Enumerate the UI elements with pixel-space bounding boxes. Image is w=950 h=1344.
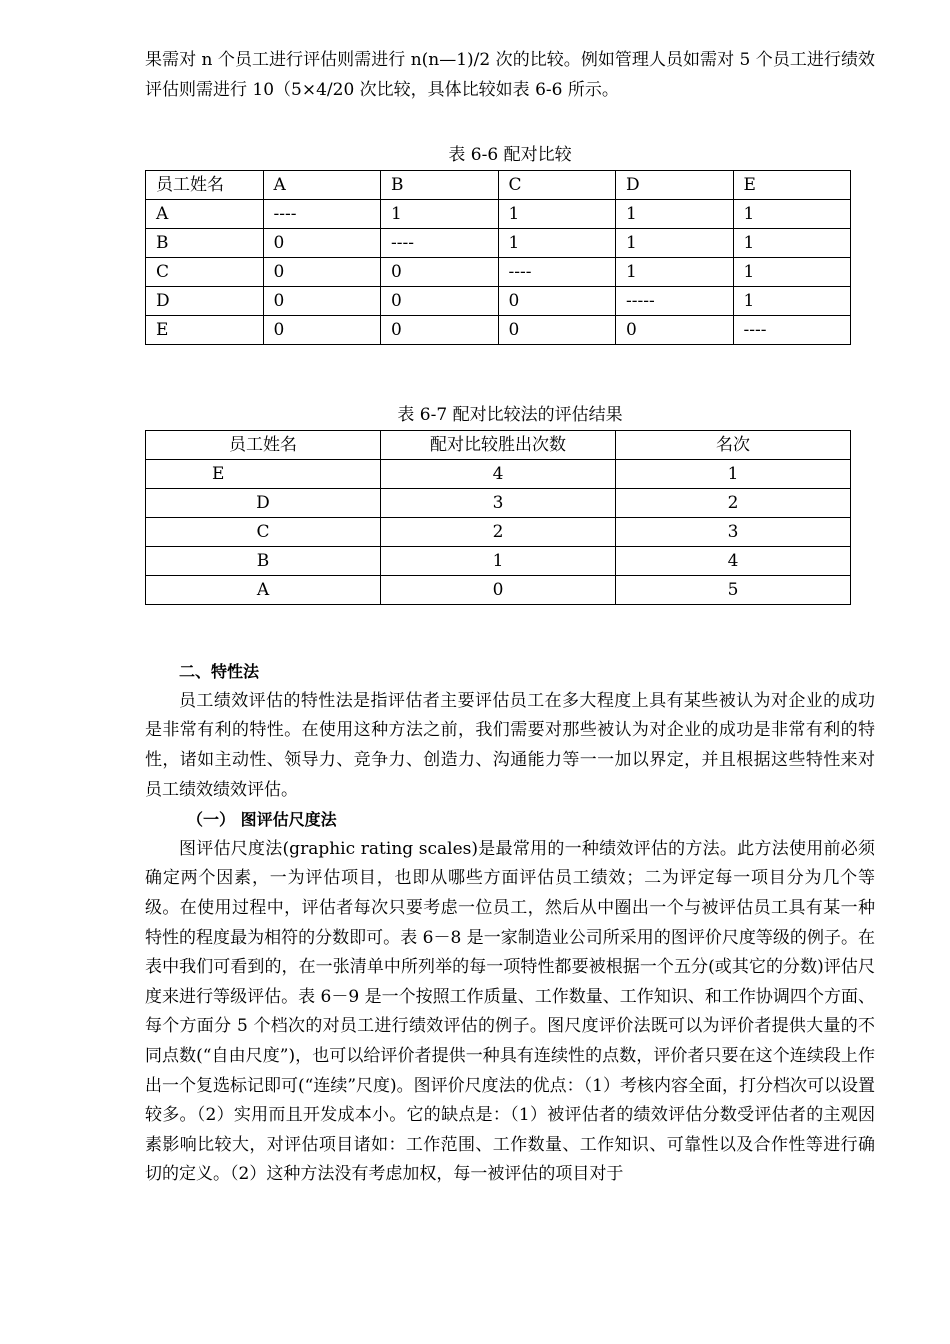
pairwise-comparison-table (145, 170, 851, 345)
section-heading: 二、特性法 (179, 662, 260, 682)
table-cell: B (146, 547, 381, 576)
table-cell: B (146, 229, 264, 258)
intro-paragraph: 果需对 n 个员工进行评估则需进行 n(n—1)/2 次的比较。例如管理人员如需对 5 个员工进行绩效评估则需进行 10（5×4/20 次比较，具体比较如表 6-6 所示。 (145, 50, 875, 100)
table-cell: A (146, 576, 381, 605)
table-row (146, 547, 851, 576)
table-cell: 1 (733, 287, 851, 316)
table-cell: 0 (498, 287, 616, 316)
header-cell: 员工姓名 (146, 431, 381, 460)
table-row (146, 229, 851, 258)
table-row (146, 200, 851, 229)
header-cell: C (498, 171, 616, 200)
table-cell: 0 (616, 316, 734, 345)
table-cell: 1 (616, 229, 734, 258)
table-header-row (146, 171, 851, 200)
table-row (146, 258, 851, 287)
table-cell: 1 (733, 258, 851, 287)
table-row (146, 576, 851, 605)
table-cell: 0 (381, 576, 616, 605)
table-cell: 1 (381, 200, 499, 229)
table-cell: 1 (616, 200, 734, 229)
table-cell: 0 (381, 258, 499, 287)
table-cell: ---- (263, 200, 381, 229)
table-cell: 0 (381, 287, 499, 316)
table-cell: ---- (733, 316, 851, 345)
table-cell: ---- (381, 229, 499, 258)
table-cell: 1 (616, 258, 734, 287)
header-cell: 名次 (616, 431, 851, 460)
table-cell: 1 (616, 460, 851, 489)
table-cell: 3 (381, 489, 616, 518)
table-cell: 0 (263, 287, 381, 316)
document-page (145, 46, 875, 1190)
section-paragraph: 员工绩效评估的特性法是指评估者主要评估员工在多大程度上具有某些被认为对企业的成功是非常有利的特性。在使用这种方法之前，我们需要对那些被认为对企业的成功是非常有利的特性，诸如主动性、领导力、竞争力、创造力、沟通能力等一一加以界定，并且根据这些特性来对员工绩效绩效评估。 (145, 690, 875, 800)
table-6-7-caption: 表 6-7 配对比较法的评估结果 (397, 405, 623, 426)
header-cell: D (616, 171, 734, 200)
table-row (146, 489, 851, 518)
table-cell: A (146, 200, 264, 229)
table-cell: 1 (498, 200, 616, 229)
table-cell: ----- (616, 287, 734, 316)
table-cell: 4 (381, 460, 616, 489)
table-cell: 2 (381, 518, 616, 547)
table-cell: E (146, 316, 264, 345)
header-cell: 员工姓名 (146, 171, 264, 200)
table-cell: C (146, 258, 264, 287)
table-row (146, 287, 851, 316)
header-cell: A (263, 171, 381, 200)
table-cell: 1 (381, 547, 616, 576)
table-cell: C (146, 518, 381, 547)
table-cell: 0 (381, 316, 499, 345)
table-cell: 0 (263, 316, 381, 345)
table-cell: E (146, 460, 381, 489)
table-cell: 0 (263, 258, 381, 287)
table-cell: 4 (616, 547, 851, 576)
table-cell: 1 (733, 229, 851, 258)
table-cell: 1 (733, 200, 851, 229)
table-row (146, 518, 851, 547)
table-header-row (146, 431, 851, 460)
header-cell: B (381, 171, 499, 200)
table-row (146, 316, 851, 345)
subsection-paragraph: 图评估尺度法(graphic rating scales)是最常用的一种绩效评估的方法。此方法使用前必须确定两个因素，一为评估项目，也即从哪些方面评估员工绩效；二为评定每一项目分为几个等级。在使用过程中，评估者每次只要考虑一位员工，然后从中圈出一个与被评估员工具有某一种特性的程度最为相符的分数即可。表 6－8 是一家制造业公司所采用的图评价尺度等级的例子。在表中我们可看到的，在一张清单中所列举的每一项特性都要被根据一个五分(或其它的分数)评估尺度来进行等级评估。表 6－9 是一个按照工作质量、工作数量、工作知识、和工作协调四个方面、每个方面分 5 个档次的对员工进行绩效评估的例子。图尺度评价法既可以为评价者提供大量的不同点数(“自由尺度”)，也可以给评价者提供一种具有连续性的点数，评价者只要在这个连续段上作出一个复选标记即可(“连续”尺度)。图评价尺度法的优点：（1）考核内容全面，打分档次可以设置较多。（2）实用而且开发成本小。它的缺点是：（1）被评估者的绩效评估分数受评估者的主观因素影响比较大，对评估项目诸如：工作范围、工作数量、工作知识、可靠性以及合作性等进行确切的定义。（2）这种方法没有考虑加权，每一被评估的项目对于 (145, 838, 875, 1185)
header-cell: 配对比较胜出次数 (381, 431, 616, 460)
table-cell: ---- (498, 258, 616, 287)
table-cell: 2 (616, 489, 851, 518)
table-cell: D (146, 489, 381, 518)
header-cell: E (733, 171, 851, 200)
comparison-result-table (145, 430, 851, 605)
subsection-heading: （一） 图评估尺度法 (187, 810, 337, 830)
table-cell: 0 (263, 229, 381, 258)
table-cell: 0 (498, 316, 616, 345)
table-cell: 5 (616, 576, 851, 605)
table-cell: 1 (498, 229, 616, 258)
table-6-6-caption: 表 6-6 配对比较 (448, 145, 572, 166)
table-cell: 3 (616, 518, 851, 547)
table-row (146, 460, 851, 489)
table-cell: D (146, 287, 264, 316)
